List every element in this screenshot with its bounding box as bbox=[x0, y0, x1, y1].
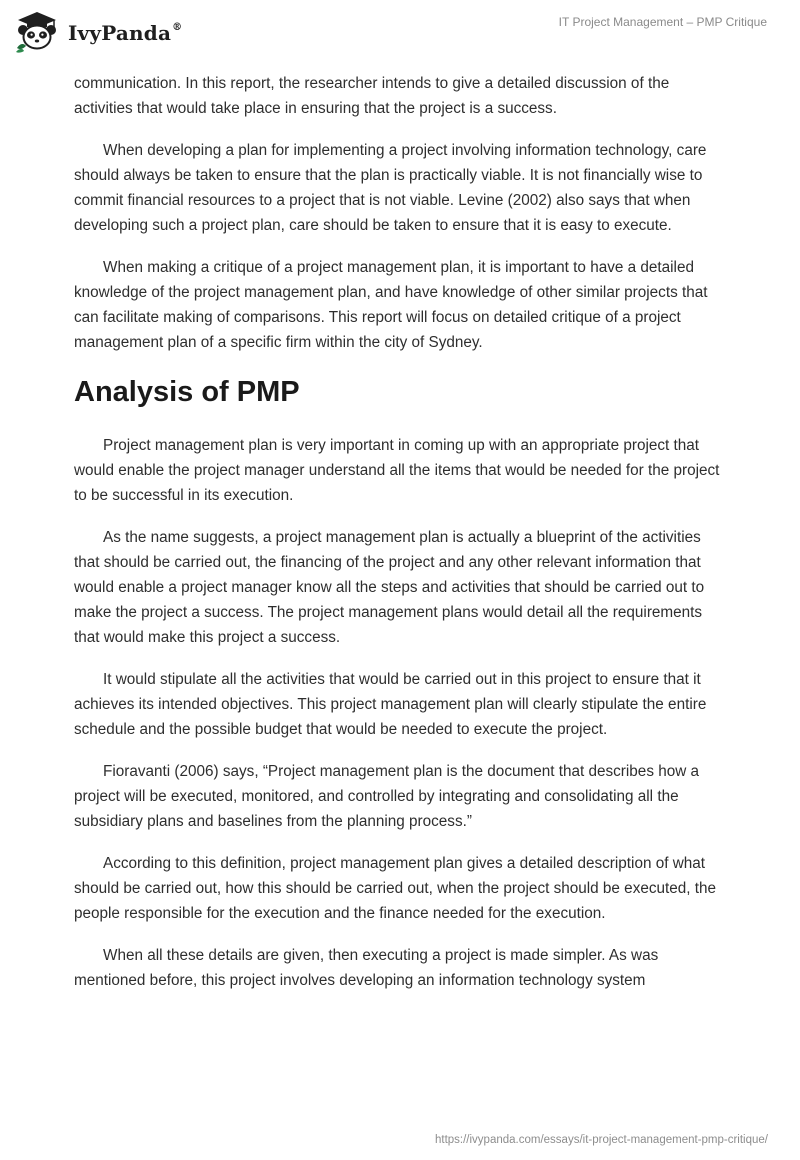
paragraph: When making a critique of a project management plan, it is important to have a detailed knowledge of the project management plan, and have knowledge of other similar projects that can facilitate making of comparisons. This report will focus on detailed critique of a project management plan of a specific firm within the city of Sydney. bbox=[74, 259, 708, 351]
document-title: IT Project Management – PMP Critique bbox=[558, 15, 767, 29]
paragraph: When all these details are given, then executing a project is made simpler. As was mentioned before, this project involves developing an information technology system bbox=[74, 947, 659, 989]
paragraph: Project management plan is very important in coming up with an appropriate project that would enable the project manager understand all the items that would be needed for the project to be successful in its execution. bbox=[74, 437, 720, 504]
paragraph-intro-tail: communication. In this report, the researcher intends to give a detailed discussion of the activities that would take place in ensuring that the project is a success. bbox=[74, 75, 670, 117]
logo-text: IvyPanda® bbox=[68, 21, 183, 45]
paragraph: According to this definition, project management plan gives a detailed description of what should be carried out, how this should be carried out, when the project should be executed, the people responsible for the execution and the finance needed for the execution. bbox=[74, 855, 717, 922]
essay-content bbox=[74, 71, 726, 1010]
paragraph: It would stipulate all the activities that would be carried out in this project to ensure that it achieves its intended objectives. This project management plan will clearly stipulate the entire schedule and the possible budget that would be needed to execute the project. bbox=[74, 671, 707, 738]
logo[interactable] bbox=[14, 10, 182, 54]
paragraph: As the name suggests, a project management plan is actually a blueprint of the activities that should be carried out, the financing of the project and any other relevant information that would enable a project manager know all the steps and activities that should be carried out to make the project a success. The project management plans would detail all the requirements that would make this project a success. bbox=[74, 529, 705, 646]
paragraph: When developing a plan for implementing a project involving information technology, care should always be taken to ensure that the plan is practically viable. It is not financially wise to commit financial resources to a project that is not viable. Levine (2002) also says that when developing such a project plan, care should be taken to ensure that it is easy to execute. bbox=[74, 142, 707, 234]
source-url-link[interactable]: https://ivypanda.com/essays/it-project-management-pmp-critique/ bbox=[434, 1134, 768, 1146]
section-heading: Analysis of PMP bbox=[74, 376, 300, 408]
paragraph: Fioravanti (2006) says, “Project management plan is the document that describes how a project will be executed, monitored, and controlled by integrating and consolidating all the subsidiary plans and baselines from the planning process.” bbox=[74, 763, 700, 830]
panda-logo-icon bbox=[14, 10, 60, 54]
